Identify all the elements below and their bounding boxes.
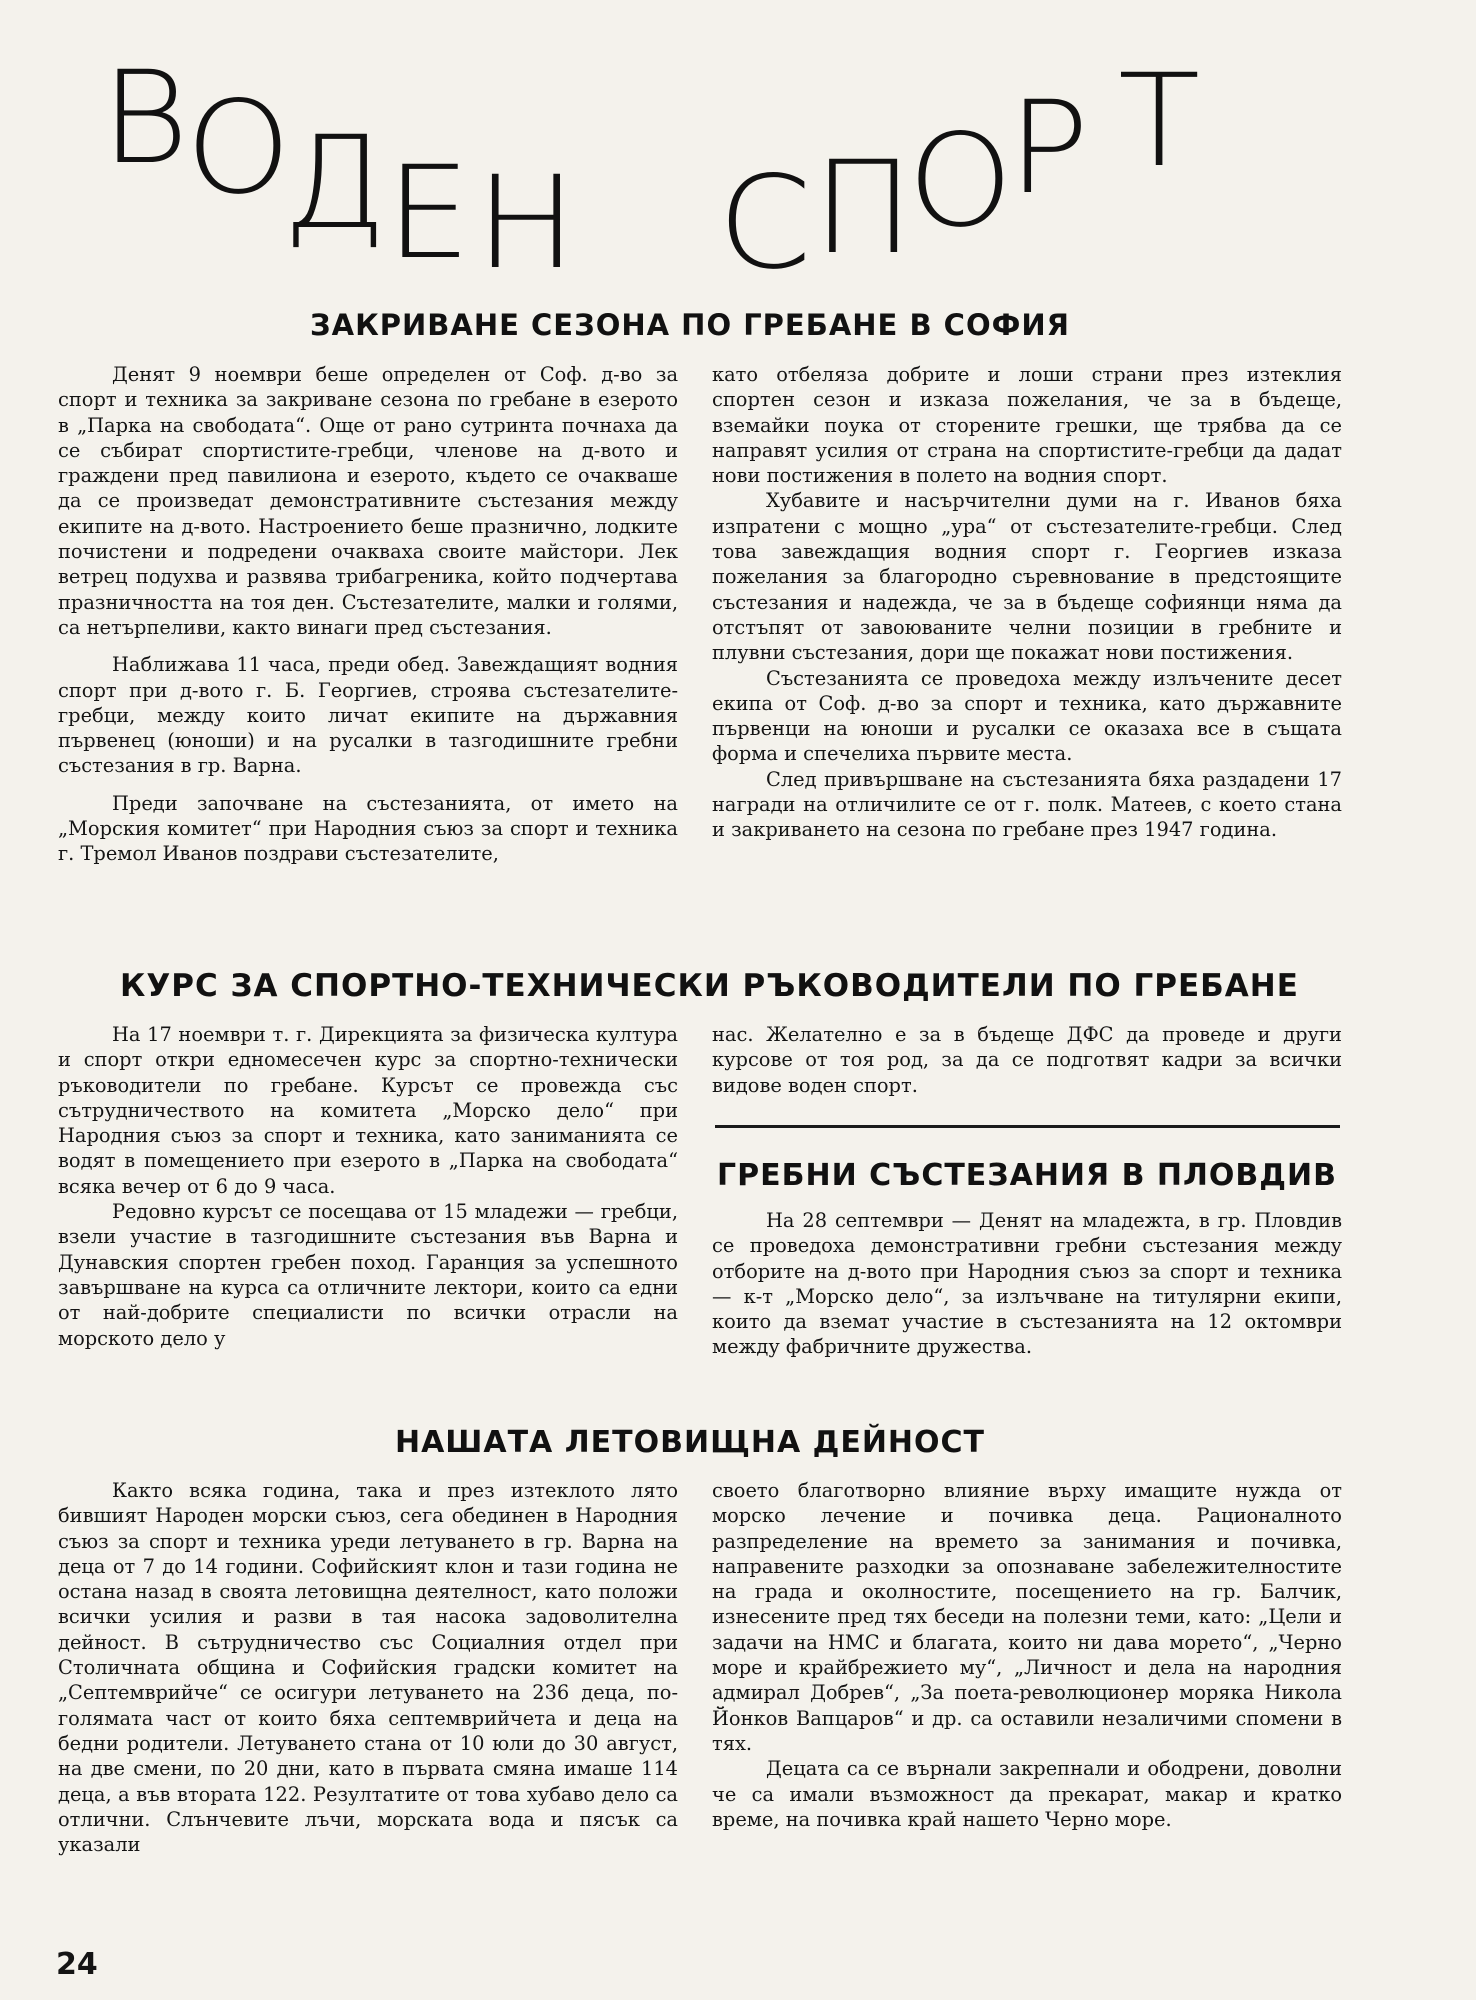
- masthead-letter: О: [907, 107, 1014, 256]
- paragraph: Редовно курсът се посещава от 15 младежи — гребци, взели участие в тазгодишните състезания във Варна и Дунавския спортен гребен поход. Гаранция за успешното завършване на курса са отличните лектори, които са едни от най-добрите специалисти по всички отрасли на морското дело у: [58, 1200, 678, 1350]
- article-column-left: [58, 362, 678, 867]
- paragraph: На 28 септември — Денят на младежта, в гр. Пловдив се проведоха демонстративни гребни състезания между отборите на д-вото при Народния съюз за спорт и техника — к-т „Морско дело“, за излъчване на титулярни екипи, които да вземат участие в състезанията на 12 октомври между фабричните дружества.: [712, 1209, 1342, 1359]
- paragraph: Денят 9 ноември беше определен от Соф. д-во за спорт и техника за закриване сезона по гребане в езерото в „Парка на свободата“. Още от рано сутринта почнаха да се събират спортистите-гребци, членове на д-вото и граждени пред павилиона и езерото, където се очакваше да се произведат демонстративните състезания между екипите на д-вото. Настроението беше празнично, лодките почистени и подредени очакваха своите майстори. Лек ветрец подухва и развява трибагреника, който подчертава празничността на тоя ден. Състезателите, малки и голями, са нетърпеливи, както винаги пред състезания.: [58, 363, 678, 639]
- paragraph: Преди започване на състезанията, от името на „Морския комитет“ при Народния съюз за спорт и техника г. Тремол Иванов поздрави състезателите,: [58, 791, 678, 866]
- masthead-letter: С: [717, 149, 812, 298]
- masthead-letter: В: [100, 44, 189, 193]
- article-column-right: [712, 362, 1342, 843]
- article-column-right: [712, 1022, 1342, 1098]
- article-column-right: [712, 1208, 1342, 1360]
- section-title-rowing-sofia: ЗАКРИВАНЕ СЕЗОНА ПО ГРЕБАНЕ В СОФИЯ: [310, 308, 1070, 342]
- paragraph: Състезанията се проведоха между излъчените десет екипа от Соф. д-во за спорт и техника, като държавните първенци на юноши и русалки се оказаха все в същата форма и спечелиха първите места.: [712, 666, 1342, 766]
- masthead-letter: П: [812, 134, 914, 283]
- page-number: 24: [56, 1947, 98, 1982]
- masthead: [0, 0, 1476, 300]
- section-title-plovdiv: ГРЕБНИ СЪСТЕЗАНИЯ В ПЛОВДИВ: [717, 1158, 1337, 1193]
- paragraph: Децата са се върнали закрепнали и ободрени, доволни че са имали възможност да прекарат, макар и кратко време, на почивка край нашето Черно море.: [712, 1757, 1342, 1831]
- masthead-letter: Р: [1008, 74, 1090, 223]
- section-title-rowing-course: КУРС ЗА СПОРТНО-ТЕХНИЧЕСКИ РЪКОВОДИТЕЛИ ПО ГРЕБАНЕ: [120, 968, 1299, 1004]
- masthead-letter: Н: [475, 149, 577, 298]
- article-column-right: [712, 1478, 1342, 1832]
- masthead-letter: Е: [385, 139, 471, 288]
- paragraph: нас. Желателно е за в бъдеще ДФС да проведе и други курсове от тоя род, за да се подготвят кадри за всички видове воден спорт.: [712, 1023, 1342, 1097]
- paragraph: Хубавите и насърчителни думи на г. Иванов бяха изпратени с мощно „ура“ от състезателите-гребци. След това завеждащия водния спорт г. Георгиев изказа пожелания за благородно съревнование в предстоящите състезания и надежда, че за в бъдеще софиянци няма да отстъпят от завоюваните челни позиции в гребните и плувни състезания, дори ще покажат нови постижения.: [712, 489, 1342, 665]
- paragraph: своето благотворно влияние върху имащите нужда от морско лечение и почивка деца. Рационалното разпределение на времето за занимания и почивка, направените разходки за опознаване забележителностите на града и околностите, посещението на гр. Балчик, изнесените пред тях беседи на полезни теми, като: „Цели и задачи на НМС и благата, които ни дава морето“, „Черно море и крайбрежието му“, „Личност и дела на народния адмирал Добрев“, „За поета-революционер моряка Никола Йонков Вапцаров“ и др. са оставили незаличими спомени в тях.: [712, 1479, 1342, 1755]
- masthead-letter: Д: [282, 109, 387, 258]
- paragraph: След привършване на състезанията бяха раздадени 17 награди на отличилите се от г. полк. Матеев, с което стана и закриването на сезона по гребане през 1947 година.: [712, 767, 1342, 842]
- divider-rule: [715, 1125, 1340, 1128]
- section-title-summer-camp: НАШАТА ЛЕТОВИЩНА ДЕЙНОСТ: [394, 1425, 986, 1460]
- article-column-left: [58, 1478, 678, 1857]
- paragraph: като отбеляза добрите и лоши страни през изтеклия спортен сезон и изказа пожелания, че за в бъдеще, вземайки поука от сторените грешки, ще трябва да се направят усилия от страна на спортистите-гребци да дадат нови постижения в полето на водния спорт.: [712, 363, 1342, 488]
- article-column-left: [58, 1022, 678, 1351]
- paragraph: Наближава 11 часа, преди обед. Завеждащият водния спорт при д-вото г. Б. Георгиев, строява състезателите-гребци, между които личат екипите на държавния първенец (юноши) и на русалки в тазгодишните гребни състезания в гр. Варна.: [58, 653, 678, 778]
- masthead-letter: О: [185, 74, 292, 223]
- masthead-letter: Т: [1118, 47, 1201, 196]
- paragraph: Както всяка година, така и през изтеклото лято бившият Народен морски съюз, сега обединен в Народния съюз за спорт и техника уреди летуването в гр. Варна на деца от 7 до 14 години. Софийският клон и тази година не остана назад в своята летовищна деятелност, като положи всички усилия и разви в тая насока задоволителна дейност. В сътрудничество със Социалния отдел при Столичната община и Софийския градски комитет на „Септемврийче“ се осигури летуването на 236 деца, по-голямата част от които бяха септемврийчета и деца на бедни родители. Летуването стана от 10 юли до 30 август, на две смени, по 20 дни, като в първата смяна имаше 114 деца, а във втората 122. Резултатите от това хубаво дело са отлични. Слънчевите лъчи, морската вода и пясък са указали: [58, 1479, 678, 1857]
- paragraph: На 17 ноември т. г. Дирекцията за физическа култура и спорт откри едномесечен курс за спортно-технически ръководители по гребане. Курсът се провежда със сътрудничеството на комитета „Морско дело“ при Народния съюз за спорт и техника, като заниманията се водят в помещението при езерото в „Парка на свободата“ всяка вечер от 6 до 9 часа.: [58, 1023, 678, 1198]
